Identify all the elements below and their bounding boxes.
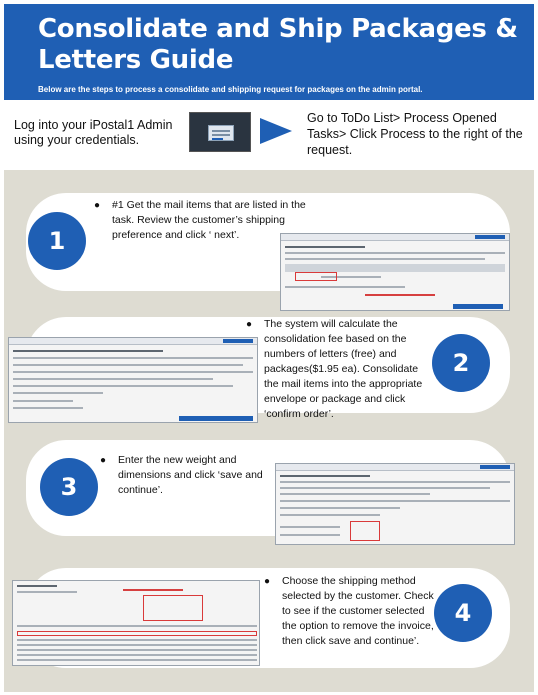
step-badge-4: 4	[434, 584, 492, 642]
admin-login-thumbnail	[189, 112, 251, 152]
header-banner	[4, 4, 534, 100]
intro-todo-text: Go to ToDo List> Process Opened Tasks> Click Process to the right of the request.	[307, 111, 523, 157]
bullet-icon: ●	[264, 576, 271, 587]
intro-login-text: Log into your iPostal1 Admin using your credentials.	[14, 118, 173, 147]
arrow-right-icon	[260, 118, 292, 144]
step-text-3: ● Enter the new weight and dimensions and click ‘save and continue’.	[100, 454, 263, 496]
step-text-4: ● Choose the shipping method selected by the customer. Check to see if the customer selected the option to remove the invoice, then click save and continue’.	[264, 575, 434, 647]
step-3-screenshot	[275, 463, 515, 545]
page-subtitle: Below are the steps to process a consolidate and shipping request for packages on the admin portal.	[38, 85, 423, 94]
login-form-mini	[208, 125, 234, 141]
step-badge-3: 3	[40, 458, 98, 516]
step-1-screenshot	[280, 233, 510, 311]
step-badge-1: 1	[28, 212, 86, 270]
page-title: Consolidate and Ship Packages & Letters Guide	[38, 14, 518, 75]
step-2-screenshot	[8, 337, 258, 423]
step-badge-2: 2	[432, 334, 490, 392]
step-text-2: ● The system will calculate the consolidation fee based on the numbers of letters (free) and packages($1.95 ea). Consolidate the mail items into the appropriate envelope or package and click ‘confirm order’.	[246, 318, 423, 420]
bullet-icon: ●	[94, 200, 101, 211]
step-text-1: ● #1 Get the mail items that are listed in the task. Review the customer’s shipping preference and click ‘ next’.	[94, 199, 306, 241]
bullet-icon: ●	[246, 319, 253, 330]
intro-row	[4, 104, 534, 168]
bullet-icon: ●	[100, 455, 107, 466]
step-4-screenshot	[12, 580, 260, 666]
